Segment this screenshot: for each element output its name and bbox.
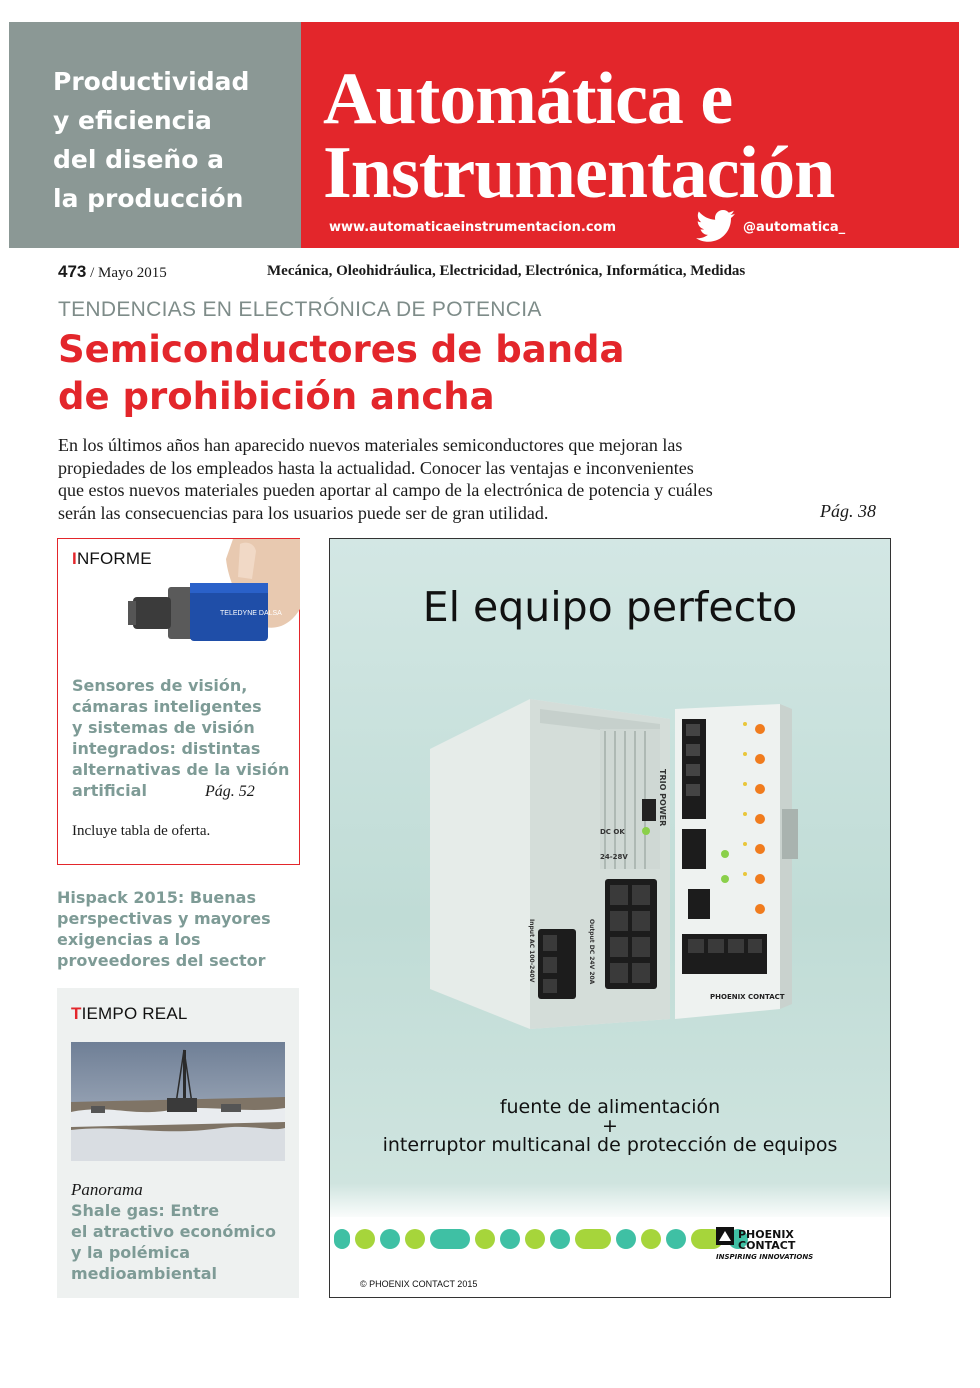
tiempo-title-line: y la polémica	[71, 1243, 191, 1262]
tiempo-real-label	[71, 1004, 188, 1024]
tagline-line: del diseño a	[53, 145, 224, 174]
website-link[interactable]: www.automaticaeinstrumentacion.com	[329, 220, 616, 235]
ad-brand-line: CONTACT	[738, 1239, 796, 1252]
ad-product-line2: interruptor multicanal de protección de equipos	[382, 1134, 838, 1156]
twitter-bird-icon[interactable]	[696, 210, 738, 242]
ad-product-line1: fuente de alimentación	[499, 1096, 721, 1118]
ad-slogan: INSPIRING INNOVATIONS	[716, 1253, 814, 1261]
masthead	[9, 22, 959, 248]
decorative-dot	[355, 1229, 375, 1249]
decorative-dots	[330, 1217, 710, 1257]
magazine-title-line2: Instrumentación	[323, 132, 835, 214]
title-panel	[301, 22, 959, 248]
twitter-handle[interactable]: @automatica_	[743, 220, 846, 235]
ad-footer	[330, 1217, 890, 1297]
device-label-dc-ok: DC OK	[600, 828, 625, 836]
informe-title-line: Sensores de visión,	[72, 676, 248, 695]
lead-body	[58, 434, 888, 524]
headline-line: de prohibición ancha	[58, 375, 495, 418]
ad-brand	[738, 1229, 795, 1251]
camera-photo	[128, 539, 300, 649]
informe-title-line: integrados: distintas	[72, 739, 261, 758]
issue-date: / Mayo 2015	[86, 265, 167, 281]
hispack-teaser[interactable]	[57, 887, 297, 971]
lead-headline[interactable]	[58, 326, 778, 420]
decorative-dot	[525, 1229, 545, 1249]
tiempo-title-line: el atractivo económico	[71, 1222, 276, 1241]
informe-title-line: alternativas de la visión	[72, 760, 290, 779]
lead-page-ref: Pág. 38	[820, 501, 876, 521]
power-supply-illustration	[420, 689, 800, 1034]
informe-title	[72, 675, 297, 802]
decorative-dot	[380, 1229, 400, 1249]
hispack-line: perspectivas y mayores	[57, 909, 271, 928]
decorative-dot	[430, 1229, 470, 1249]
issue-info	[58, 262, 167, 282]
tiempo-real-title	[71, 1200, 296, 1284]
tiempo-real-section: Panorama	[71, 1180, 143, 1199]
informe-page-ref: Pág. 52	[204, 783, 255, 800]
decorative-dot	[334, 1229, 350, 1249]
decorative-dot	[405, 1229, 425, 1249]
tagline	[53, 62, 293, 218]
tiempo-title-line: medioambiental	[71, 1264, 218, 1283]
label-initial: I	[72, 549, 77, 568]
decorative-dot	[641, 1229, 661, 1249]
lead-line: propiedades de los empleados hasta la actualidad. Conocer las ventajas e inconvenientes	[58, 457, 694, 478]
informe-title-line	[72, 780, 297, 802]
lead-kicker: TENDENCIAS EN ELECTRÓNICA DE POTENCIA	[58, 298, 542, 321]
tagline-line: la producción	[53, 184, 244, 213]
magazine-title-line1: Automática e	[323, 58, 733, 140]
device-label-input: Input AC 100-240V	[528, 919, 535, 983]
informe-title-line: y sistemas de visión	[72, 718, 255, 737]
device-label-output: Output DC 24V 20A	[588, 919, 595, 985]
tagline-line: Productividad	[53, 67, 250, 96]
device-label-brand: PHOENIX CONTACT	[710, 993, 785, 1001]
hispack-line: proveedores del sector	[57, 951, 266, 970]
phoenix-logo-icon	[716, 1227, 734, 1245]
device-label-trio: TRIO POWER	[658, 769, 667, 827]
decorative-dot	[550, 1229, 570, 1249]
ad-plus: +	[602, 1115, 618, 1137]
device-label-voltage: 24-28V	[600, 853, 628, 861]
camera-brand: TELEDYNE DALSA	[220, 610, 282, 617]
hispack-line: Hispack 2015: Buenas	[57, 888, 256, 907]
ad-title: El equipo perfecto	[422, 583, 798, 631]
decorative-dot	[616, 1229, 636, 1249]
hispack-line: exigencias a los	[57, 930, 201, 949]
lead-line: En los últimos años han aparecido nuevos materiales semiconductores que mejoran las	[58, 435, 683, 455]
informe-title-last: artificial	[72, 781, 147, 800]
label-rest: IEMPO REAL	[81, 1004, 188, 1023]
decorative-dot	[500, 1229, 520, 1249]
informe-box[interactable]	[57, 538, 300, 865]
issue-number: 473	[58, 262, 87, 281]
label-initial: T	[71, 1004, 82, 1023]
tiempo-title-line: Shale gas: Entre	[71, 1201, 220, 1220]
ad-copyright: © PHOENIX CONTACT 2015	[360, 1279, 478, 1289]
tiempo-real-box[interactable]	[57, 988, 299, 1298]
decorative-dot	[666, 1229, 686, 1249]
informe-note: Incluye tabla de oferta.	[72, 823, 211, 839]
label-rest: NFORME	[76, 549, 152, 568]
tagline-line: y eficiencia	[53, 106, 212, 135]
decorative-dot	[575, 1229, 611, 1249]
phoenix-contact-ad[interactable]	[329, 538, 891, 1298]
lead-line: que estos nuevos materiales pueden aportar al campo de la electrónica de potencia y cuáles	[58, 480, 713, 500]
decorative-dot	[475, 1229, 495, 1249]
lead-line: serán las consecuencias para los usuarios puede ser de gran utilidad.	[58, 502, 549, 523]
headline-line: Semiconductores de banda	[58, 328, 625, 371]
tagline-panel	[9, 22, 301, 248]
section-list: Mecánica, Oleohidráulica, Electricidad, Electrónica, Informática, Medidas	[267, 263, 746, 279]
shale-gas-photo	[71, 1042, 285, 1161]
informe-title-line: cámaras inteligentes	[72, 697, 262, 716]
ad-brand-line: PHOENIX	[738, 1228, 794, 1241]
